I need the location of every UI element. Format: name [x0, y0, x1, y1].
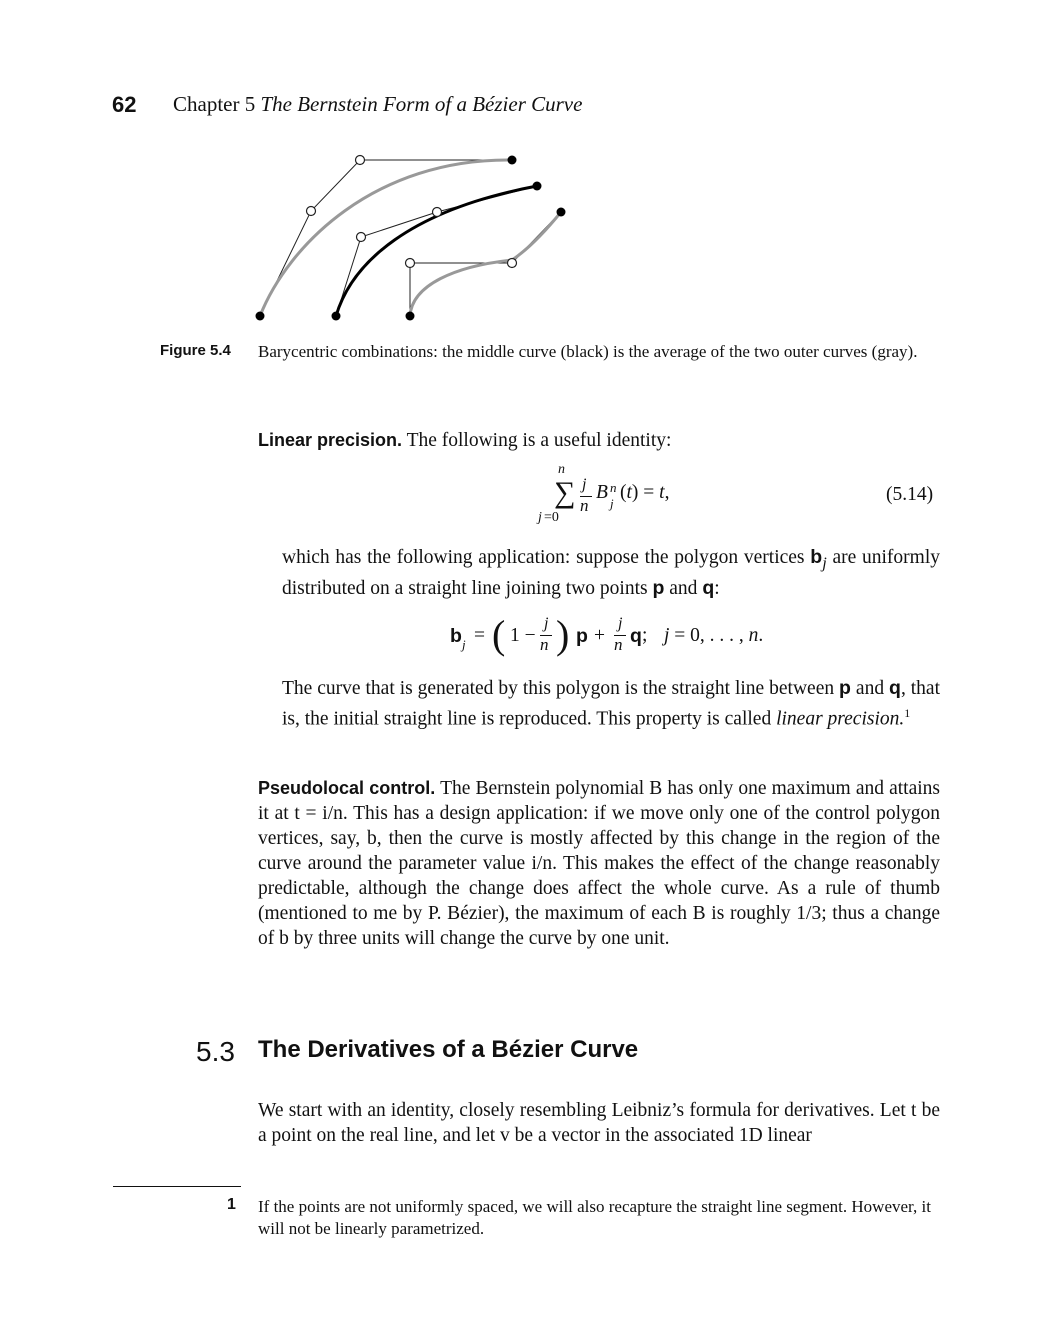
application-text-2: are uniformly distributed on a straight line joining two points [282, 547, 941, 599]
endpoint [557, 208, 566, 217]
footnote-marker: 1 [904, 706, 911, 720]
right-curve [410, 212, 561, 316]
figure-label: Figure 5.4 [160, 342, 231, 359]
chapter-title: The Bernstein Form of a Bézier Curve [260, 92, 583, 116]
equation-number: (5.14) [886, 484, 934, 505]
control-point [433, 208, 442, 217]
endpoint [256, 312, 265, 321]
open-control-points [307, 156, 517, 268]
symbol-q: q [702, 576, 715, 599]
control-point [356, 156, 365, 165]
figure-caption: Barycentric combinations: the middle curve (black) is the average of the two outer curves (gray). [258, 342, 918, 361]
symbol-p: p [652, 576, 665, 599]
result-and: and [850, 678, 890, 699]
page-number: 62 [112, 92, 137, 117]
left-control-polygon [260, 160, 512, 316]
symbol-j: j [822, 553, 827, 572]
linear-precision-intro [258, 428, 948, 453]
middle-control-polygon [336, 186, 537, 316]
application-and: and [664, 577, 703, 599]
result-text-1: The curve that is generated by this polygon is the straight line between [282, 678, 840, 699]
equation-bj: b j = ( 1 − j n ) p + j n q ; j = 0, . . . , n. [450, 612, 764, 657]
pseudolocal-paragraph [258, 776, 940, 951]
application-colon: : [714, 577, 720, 599]
endpoint [533, 182, 542, 191]
section-title: The Derivatives of a Bézier Curve [258, 1036, 639, 1063]
running-header [173, 92, 582, 117]
endpoint [406, 312, 415, 321]
middle-curve [336, 186, 537, 316]
endpoint [508, 156, 517, 165]
control-point [406, 259, 415, 268]
result-symbol-q: q [889, 677, 901, 699]
term-linear-precision: linear precision. [776, 708, 905, 730]
pseudolocal-text: The Bernstein polynomial B has only one maximum and attains it at t = i/n. This has a design application: if we move only one of the control polygon vertices, say, b, then the curve is mostly affected by this change in the region of the curve around the parameter value i/n. This makes the effect of the change reasonably predictable, although the change does affect the whole curve. As a rule of thumb (mentioned to me by P. Bézier), the maximum of each B is roughly 1/3; thus a change of b by three units will change the curve by one unit. [258, 778, 940, 949]
footnote-text: If the points are not uniformly spaced, we will also recapture the straight line segment. However, it will not be linearly parametrized. [258, 1197, 931, 1238]
section-intro: We start with an identity, closely resembling Leibniz’s formula for derivatives. Let t be a point on the real line, and let v be a vector in the associated 1D linear [258, 1100, 940, 1146]
pseudolocal-heading: Pseudolocal control. [258, 778, 436, 798]
result-symbol-p: p [839, 677, 851, 699]
control-point [307, 207, 316, 216]
footnote-number: 1 [227, 1196, 236, 1213]
symbol-b: b [810, 546, 823, 568]
linear-precision-intro-text: The following is a useful identity: [406, 430, 672, 451]
section-number: 5.3 [196, 1036, 235, 1067]
result-text-2: , that is, the initial straight line is reproduced. This property is called [282, 678, 940, 730]
control-point [357, 233, 366, 242]
equation-5-14: n ∑ j =0 j n B n j (t) = t, [538, 462, 670, 525]
footnote-rule [113, 1186, 241, 1187]
linear-precision-result [282, 676, 940, 732]
figure-bezier-curves [240, 148, 580, 328]
control-point [508, 259, 517, 268]
linear-precision-application [282, 545, 940, 601]
endpoint [332, 312, 341, 321]
chapter-label: Chapter 5 [173, 92, 256, 116]
application-text-1: which has the following application: suppose the polygon vertices [282, 547, 811, 568]
linear-precision-heading: Linear precision. [258, 430, 403, 450]
